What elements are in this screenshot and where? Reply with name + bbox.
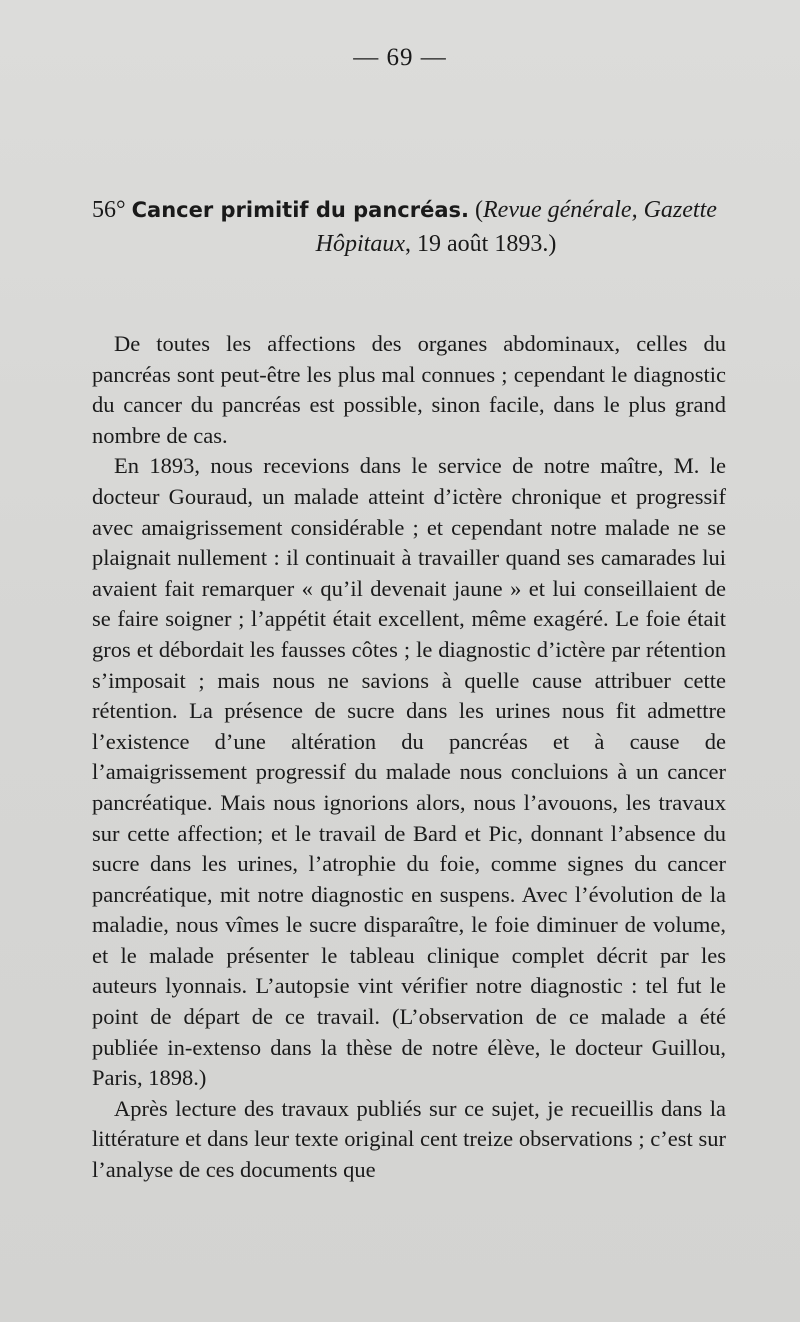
section-source: (Revue générale, Gazette Hôpitaux, 19 août 1893.) <box>315 197 717 257</box>
body-text <box>92 329 726 1186</box>
section-heading <box>92 193 732 261</box>
paragraph-1: De toutes les affections des organes abdominaux, celles du pancréas sont peut-être les plus mal connues ; cependant le diagnostic du cancer du pancréas est possible, sinon facile, dans le plus grand nombre de cas. <box>92 331 726 448</box>
paragraph-2: En 1893, nous recevions dans le service de notre maître, M. le docteur Gouraud, un malade atteint d’ictère chronique et progressif avec amaigrissement considérable ; et cependant notre malade ne se plaignait nullement : il continuait à travailler quand ses camarades lui avaient fait remarquer « qu’il devenait jaune » et lui conseillaient de se faire soigner ; l’appétit était excellent, même exagéré. Le foie était gros et débordait les fausses côtes ; le diagnostic d’ictère par rétention s’imposait ; mais nous ne savions à quelle cause attribuer cette rétention. La présence de sucre dans les urines nous fit admettre l’existence d’une altération du pancréas et à cause de l’amaigrissement progressif du malade nous concluions à un cancer pancréatique. Mais nous ignorions alors, nous l’avouons, les travaux sur cette affection; et le travail de Bard et Pic, donnant l’absence du sucre dans les urines, l’atrophie du foie, comme signes du cancer pancréatique, mit notre diagnostic en suspens. Avec l’évolution de la maladie, nous vîmes le sucre disparaître, le foie diminuer de volume, et le malade présenter le tableau clinique complet décrit par les auteurs lyonnais. L’autopsie vint vérifier notre diagnostic : tel fut le point de départ de ce travail. (L’observation de ce malade a été publiée in-extenso dans la thèse de notre élève, le docteur Guillou, Paris, 1898.) <box>92 453 726 1091</box>
section-title: Cancer primitif du pancréas. <box>131 198 469 222</box>
section-number: 56° <box>92 197 126 223</box>
paragraph-3: Après lecture des travaux publiés sur ce sujet, je recueillis dans la littérature et dans leur texte original cent treize observations ; c’est sur l’analyse de ces documents que <box>92 1095 726 1183</box>
page-number: — 69 — <box>353 44 447 71</box>
